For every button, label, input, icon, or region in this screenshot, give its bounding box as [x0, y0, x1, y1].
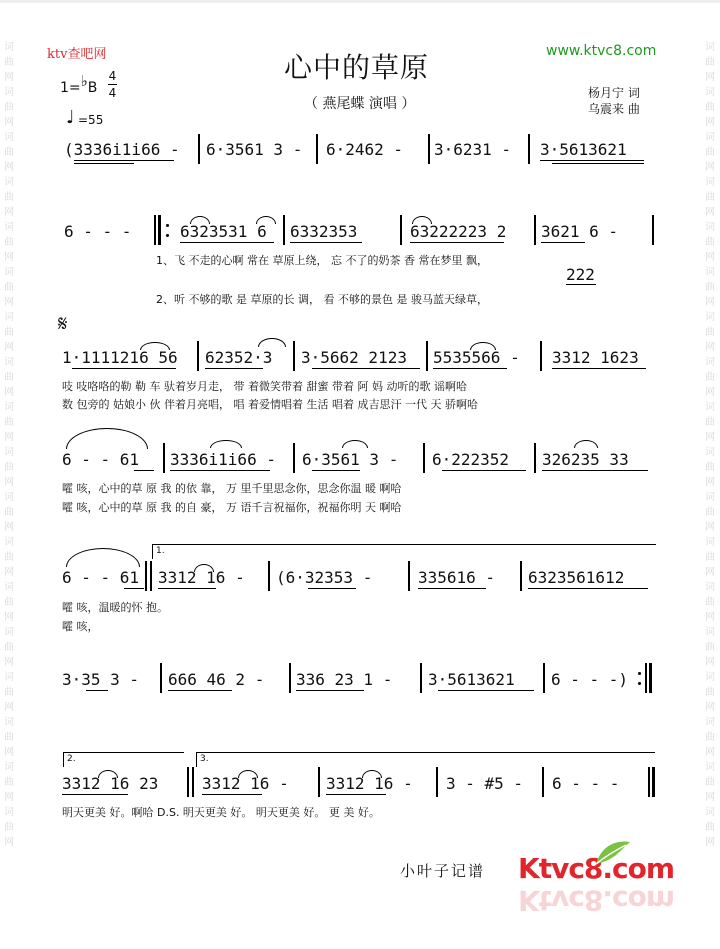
lyric-verse-2: 2、听 不够的歌 是 草原的长 调， 看 不够的景色 是 骏马蓝天绿草， — [156, 293, 488, 306]
repeat-dot — [638, 672, 641, 675]
lyric-verse-1: 嚯 咳，心中的草 原 我 的依 靠， 万 里千里思念你，思念你温 暖 啊哈 — [62, 482, 402, 495]
underline — [312, 470, 360, 471]
tie — [210, 440, 242, 448]
measure-7-5: 6 - - - — [552, 774, 620, 793]
measure-2-5: 3621 6 - — [541, 222, 619, 241]
leaf-logo-icon — [592, 838, 632, 868]
barline — [150, 561, 152, 591]
lyric-ending: 明天更美 好。啊哈 D.S. 明天更美 好。 明天更美 好。 更 美 好。 — [62, 806, 380, 819]
left-watermark: 词曲网词曲网词曲网词曲网词曲网词曲网词曲网词曲网词曲网词曲网词曲网词曲网词曲网词曲网词曲网词曲网词曲网词曲网 — [4, 42, 14, 848]
song-title: 心中的草原 — [284, 51, 430, 84]
barline — [293, 443, 295, 473]
lyric-verse-2: 数 包旁的 姑娘小 伙 伴着月亮唱， 唱 着爱情唱着 生活 唱着 成吉思汗 一代 天 骄啊哈 — [62, 398, 478, 411]
underline — [158, 588, 216, 589]
key-signature: 1=♭B — [60, 72, 98, 96]
barline — [154, 215, 156, 245]
barline — [268, 561, 270, 591]
right-watermark: 词曲网词曲网词曲网词曲网词曲网词曲网词曲网词曲网词曲网词曲网词曲网词曲网词曲网词曲网词曲网词曲网词曲网词曲网 — [705, 42, 715, 848]
lyric-verse-1: 嚯 咳，温暖的怀 抱。 — [62, 601, 168, 614]
measure-6-2: 666 46 2 - — [168, 670, 265, 689]
underline — [205, 368, 263, 369]
measure-3-2: 62352·3 — [205, 348, 273, 367]
tie — [362, 770, 382, 778]
first-ending-bracket: 1. — [152, 544, 656, 559]
measure-7-2: 3312 16 - — [202, 774, 289, 793]
measure-5-5: 6323561612 — [528, 568, 625, 587]
tie — [190, 216, 210, 224]
lyricist: 杨月宁 词 — [588, 86, 640, 100]
repeat-end-barline — [649, 663, 652, 693]
barline — [428, 134, 430, 164]
barline — [316, 134, 318, 164]
measure-5-1: 6 - - 61 — [62, 568, 140, 587]
tie — [412, 216, 432, 224]
barline — [534, 215, 536, 245]
tie — [470, 342, 496, 350]
measure-7-3: 3312 16 - — [326, 774, 413, 793]
barline — [197, 341, 199, 371]
tie — [66, 428, 148, 449]
segno-sign: 𝄋 — [58, 312, 68, 337]
measure-1-1: (3336i1i66 - — [64, 140, 180, 159]
song-subtitle: （ 燕尾蝶 演唱 ） — [304, 96, 416, 112]
underline — [410, 242, 504, 243]
underline — [202, 794, 262, 795]
barline — [652, 215, 654, 245]
measure-1-5: 3·5613621 — [540, 140, 627, 159]
tie — [194, 564, 214, 572]
measure-7-4: 3 - #5 - — [446, 774, 524, 793]
measure-1-3: 6·2462 - — [326, 140, 404, 159]
site-name-left: ktv查吧网 — [47, 47, 107, 62]
barline — [283, 215, 285, 245]
repeat-dot — [166, 234, 169, 237]
barline — [293, 341, 295, 371]
site-logo: Ktvc8.com — [518, 852, 675, 885]
underline — [170, 470, 270, 471]
tie — [258, 338, 286, 347]
measure-3-1: 1·1111216 56 — [62, 348, 178, 367]
underline — [74, 160, 174, 161]
measure-2-1: 6 - - - — [64, 222, 132, 241]
quarter-note-icon: ♩ — [66, 107, 75, 128]
lyric-verse-2: 嚯 咳， — [62, 620, 99, 633]
underline — [418, 588, 486, 589]
tie — [256, 216, 276, 224]
underline — [62, 794, 128, 795]
underline — [308, 588, 356, 589]
barline — [426, 341, 428, 371]
underline — [290, 242, 362, 243]
underline — [180, 242, 274, 243]
underline — [541, 242, 585, 243]
measure-6-3: 336 23 1 - — [296, 670, 393, 689]
alt-melody-notes: 222 — [566, 265, 595, 284]
barline — [160, 663, 162, 693]
barline — [163, 443, 165, 473]
barline — [540, 341, 542, 371]
barline — [420, 663, 422, 693]
barline — [318, 767, 320, 797]
measure-7-1: 3312 16 23 — [62, 774, 159, 793]
second-ending-bracket: 2. — [63, 752, 184, 767]
tie — [238, 770, 258, 778]
tie — [66, 548, 140, 567]
barline — [542, 767, 544, 797]
barline — [187, 767, 189, 797]
measure-6-1: 3·35 3 - — [62, 670, 140, 689]
underline — [134, 470, 154, 471]
underline — [74, 163, 134, 164]
underline — [326, 794, 386, 795]
lyric-verse-1: 吱 吱咯咯的勒 勒 车 驮着岁月走， 带 着微笑带着 甜蜜 带着 阿 妈 动听的歌 谣啊哈 — [62, 380, 467, 393]
underline — [296, 690, 364, 691]
final-barline — [652, 767, 655, 797]
measure-2-3: 6332353 — [290, 222, 358, 241]
repeat-start-barline — [158, 215, 161, 245]
measure-5-4: 335616 - — [418, 568, 496, 587]
underline — [528, 588, 648, 589]
underline — [86, 690, 108, 691]
site-logo-reflection: Ktvc8.com — [518, 884, 675, 917]
barline — [408, 561, 410, 591]
underline — [433, 368, 507, 369]
barline — [423, 443, 425, 473]
barline — [528, 134, 530, 164]
barline — [400, 215, 402, 245]
time-signature: 4 4 — [108, 69, 117, 100]
barline — [289, 663, 291, 693]
underline — [438, 690, 534, 691]
barline — [520, 561, 522, 591]
site-url-right: www.ktvc8.com — [546, 43, 657, 59]
barline — [198, 134, 200, 164]
underline — [542, 470, 648, 471]
underline — [312, 368, 420, 369]
top-border — [0, 0, 720, 3]
tie — [574, 440, 598, 448]
measure-4-5: 326235 33 — [542, 450, 629, 469]
lyric-verse-2: 嚯 咳，心中的草 原 我 的自 豪， 万 语千言祝福你，祝福你明 天 啊哈 — [62, 501, 402, 514]
tie — [140, 342, 170, 350]
measure-3-4: 5535566 - — [433, 348, 520, 367]
measure-4-1: 6 - - 61 — [62, 450, 140, 469]
underline — [566, 284, 596, 285]
repeat-dot — [166, 224, 169, 227]
underline — [124, 588, 144, 589]
barline — [145, 561, 147, 591]
composer: 乌震来 曲 — [588, 102, 640, 116]
final-barline — [648, 767, 650, 797]
measure-1-2: 6·3561 3 - — [206, 140, 303, 159]
measure-6-5: 6 - - -) — [551, 670, 629, 689]
measure-1-4: 3·6231 - — [434, 140, 512, 159]
barline — [192, 767, 194, 797]
lyric-verse-1: 1、飞 不走的心啊 常在 草原上绕， 忘 不了的奶茶 香 常在梦里 飘， — [156, 254, 488, 267]
measure-2-4: 63222223 2 — [410, 222, 507, 241]
measure-3-5: 3312 1623 — [552, 348, 639, 367]
measure-4-4: 6·222352 — [432, 450, 510, 469]
measure-5-2: 3312 16 - — [158, 568, 245, 587]
measure-2-2: 6323531 6 — [180, 222, 267, 241]
barline — [543, 663, 545, 693]
repeat-dot — [638, 682, 641, 685]
measure-4-3: 6·3561 3 - — [302, 450, 399, 469]
underline — [552, 368, 646, 369]
third-ending-bracket: 3. — [196, 752, 655, 767]
tie — [98, 770, 118, 778]
tie — [342, 440, 368, 448]
measure-5-3: (6·32353 - — [276, 568, 373, 587]
underline — [552, 163, 644, 164]
transcriber-credit: 小叶子记谱 — [400, 862, 486, 880]
measure-6-4: 3·5613621 — [428, 670, 515, 689]
underline — [442, 470, 526, 471]
barline — [534, 443, 536, 473]
barline — [436, 767, 438, 797]
measure-3-3: 3·5662 2123 — [301, 348, 407, 367]
repeat-end-barline — [645, 663, 647, 693]
underline — [72, 368, 176, 369]
underline — [168, 690, 232, 691]
tempo-value: =55 — [78, 113, 104, 127]
measure-4-2: 3336i1i66 - — [170, 450, 276, 469]
underline — [540, 160, 644, 161]
